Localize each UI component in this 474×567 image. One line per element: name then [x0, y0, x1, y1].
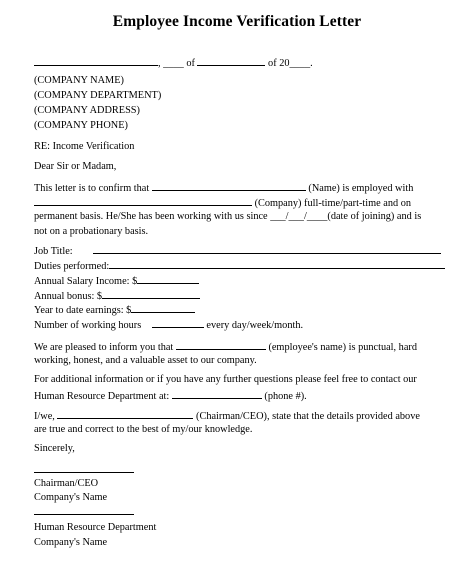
job-title-field — [34, 243, 441, 258]
hours-blank[interactable] — [152, 317, 204, 328]
company-name: (COMPANY NAME) — [34, 75, 124, 86]
date-line: , ____ of of 20____. — [34, 55, 313, 70]
hours-label-a: Number of working hours — [34, 320, 142, 331]
ytd-label: Year to date earnings: $ — [34, 305, 132, 316]
bonus-field — [34, 288, 200, 303]
re-line: RE: Income Verification — [34, 141, 135, 152]
ytd-field — [34, 302, 195, 317]
company-phone: (COMPANY PHONE) — [34, 120, 128, 131]
employee-name-blank[interactable] — [152, 180, 306, 191]
duties-field — [34, 258, 445, 273]
ytd-blank[interactable] — [131, 302, 195, 313]
para1-text-b: (Name) is employed with — [308, 183, 414, 194]
bonus-label: Annual bonus: $ — [34, 291, 103, 302]
hours-field — [34, 317, 303, 332]
signature-line-2[interactable] — [34, 514, 134, 515]
duties-blank[interactable] — [109, 258, 445, 269]
company-address: (COMPANY ADDRESS) — [34, 105, 140, 116]
sig2-company: Company's Name — [34, 537, 108, 548]
job-title-blank[interactable] — [93, 243, 441, 254]
para3-text-b: (phone #). — [264, 391, 307, 402]
para2-text-a: We are pleased to inform you that — [34, 342, 174, 353]
para4-text-a: I/we, — [34, 411, 55, 422]
sig1-role: Chairman/CEO — [34, 478, 99, 489]
para1-line2 — [34, 195, 411, 210]
para4-line2: are true and correct to the best of my/our knowledge. — [34, 424, 253, 435]
para3-line2 — [34, 388, 307, 403]
para2-line2: working, honest, and a valuable asset to our company. — [34, 355, 257, 366]
para1-line1 — [34, 180, 413, 195]
date-blank-2[interactable] — [197, 55, 265, 66]
hours-label-b: every day/week/month. — [206, 320, 304, 331]
company-department: (COMPANY DEPARTMENT) — [34, 90, 162, 101]
job-title-label: Job Title: — [34, 246, 73, 257]
hr-phone-blank[interactable] — [172, 388, 262, 399]
closing: Sincerely, — [34, 443, 75, 454]
para3-text-a: Human Resource Department at: — [34, 391, 170, 402]
sig2-role: Human Resource Department — [34, 522, 157, 533]
para1-line3: permanent basis. He/She has been working with us since ___/___/____(date of joining) and is — [34, 211, 422, 222]
para1-text-a: This letter is to confirm that — [34, 183, 150, 194]
salary-blank[interactable] — [137, 273, 199, 284]
salary-field — [34, 273, 199, 288]
company-blank[interactable] — [34, 195, 252, 206]
para4-line1 — [34, 408, 420, 423]
salary-label: Annual Salary Income: $ — [34, 276, 138, 287]
page-title: Employee Income Verification Letter — [112, 13, 362, 30]
para3-line1: For additional information or if you have any further questions please feel free to contact our — [34, 374, 417, 385]
para2-line1 — [34, 339, 417, 354]
para1-text-c: (Company) full-time/part-time and on — [254, 198, 411, 209]
chairman-name-blank[interactable] — [57, 408, 193, 419]
salutation: Dear Sir or Madam, — [34, 161, 117, 172]
duties-label: Duties performed: — [34, 261, 110, 272]
bonus-blank[interactable] — [102, 288, 200, 299]
date-blank-1[interactable] — [34, 55, 158, 66]
signature-line-1[interactable] — [34, 472, 134, 473]
employee-name-blank-2[interactable] — [176, 339, 266, 350]
sig1-company: Company's Name — [34, 492, 108, 503]
para2-text-b: (employee's name) is punctual, hard — [268, 342, 417, 353]
para4-text-b: (Chairman/CEO), state that the details provided above — [196, 411, 420, 422]
para1-line4: not on a probationary basis. — [34, 226, 149, 237]
